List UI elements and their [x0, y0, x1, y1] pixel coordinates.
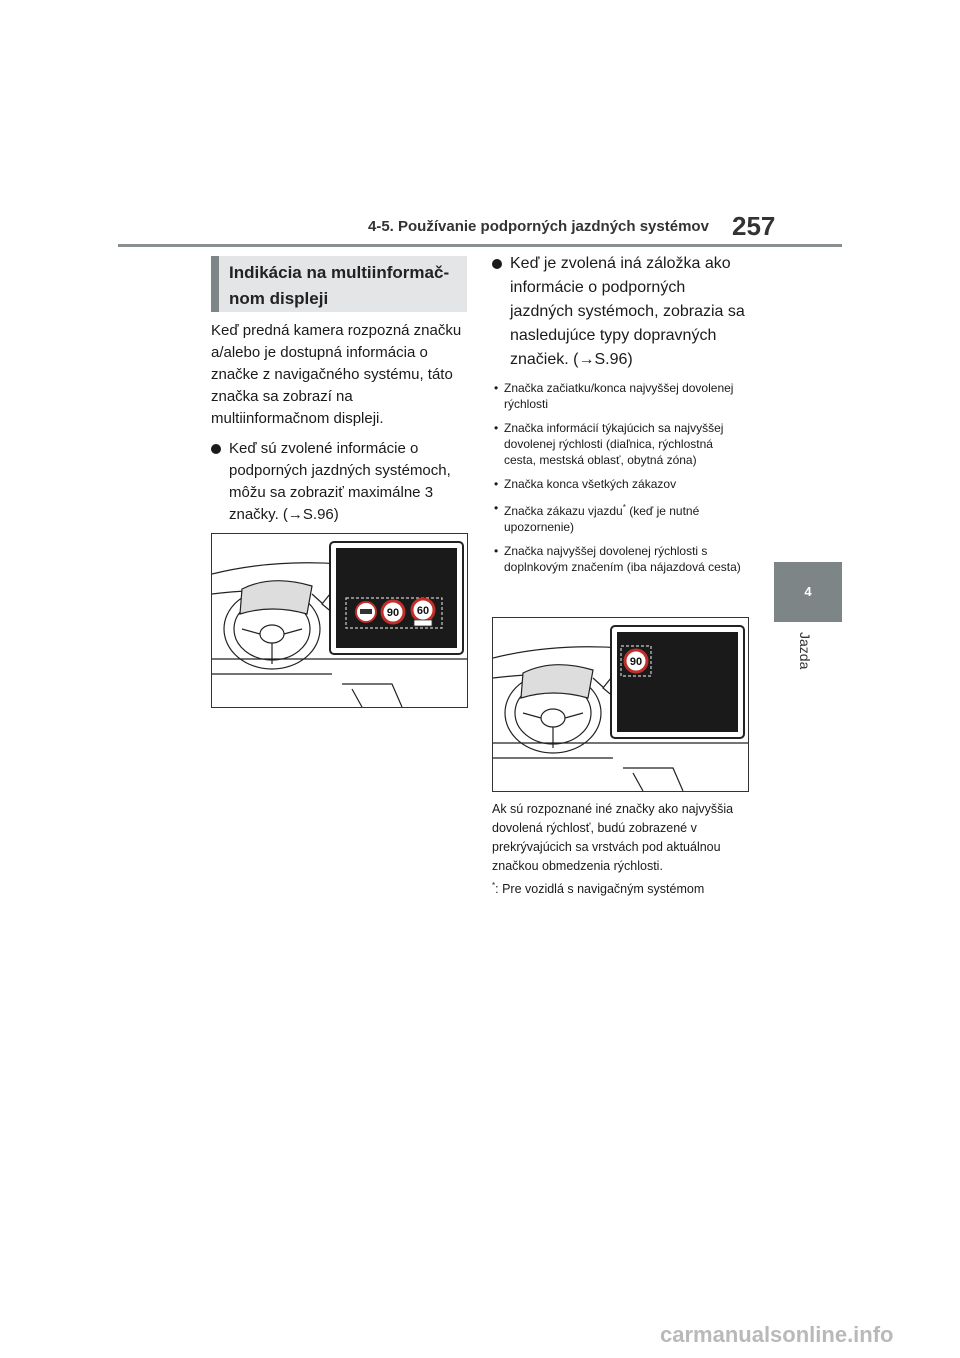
dashboard-drawing	[493, 618, 748, 791]
sign-types-list	[492, 380, 748, 575]
list-item: • Značka konca všetkých zákazov	[494, 477, 677, 491]
bullet-dot-icon	[492, 259, 502, 269]
chapter-tab-label: Jazda	[797, 632, 813, 670]
overlay-note: Ak sú rozpoznané iné značky ako najvyššia dovolená rýchlosť, budú zobrazené v prekrývajúcich sa vrstvách pod aktuálnou značkou obmedzenia rýchlosti.	[492, 802, 734, 873]
list-item: • Značka najvyššej dovolenej rýchlosti s doplnkovým značením (iba nájazdová cesta)	[494, 544, 741, 574]
list-item: • Značka zákazu vjazdu* (keď je nutné upozornenie)	[494, 501, 700, 534]
right-column	[492, 252, 748, 583]
dashboard-drawing	[212, 534, 467, 707]
footnote	[492, 876, 750, 899]
list-item: • Značka informácií týkajúcich sa najvyššej dovolenej rýchlosti (diaľnica, rýchlostná cesta, mestská oblasť, obytná zóna)	[494, 421, 724, 467]
footnote-marker: *	[622, 503, 626, 512]
section-heading: Indikácia na multiinformač-nom displeji	[211, 256, 467, 312]
intro-paragraph: Keď predná kamera rozpozná značku a/alebo je dostupná informácia o značke z navigačného systému, táto značka sa zobrazí na multiinformačnom displeji.	[211, 322, 462, 427]
speed-sign-60: 60	[416, 605, 430, 617]
page-number: 257	[732, 211, 776, 241]
list-item: • Značka začiatku/konca najvyššej dovolenej rýchlosti	[494, 381, 734, 411]
chapter-tab[interactable]: 4	[774, 562, 842, 622]
header-divider	[118, 244, 842, 247]
chapter-title: 4-5. Používanie podporných jazdných systémov	[368, 218, 709, 235]
bullet-dot-icon	[211, 444, 221, 454]
bullet-item	[492, 252, 748, 372]
footnote-asterisk: *	[492, 881, 496, 890]
speed-sign-90: 90	[386, 607, 400, 619]
footnote-text: : Pre vozidlá s navigačným systémom	[495, 882, 705, 897]
left-column	[211, 320, 469, 534]
site-watermark: carmanualsonline.info	[660, 1322, 894, 1347]
dashboard-illustration-one-sign	[492, 617, 749, 792]
speed-sign-90: 90	[629, 656, 643, 668]
bullet-item	[211, 438, 469, 526]
dashboard-illustration-three-signs	[211, 533, 468, 708]
bullet-text: Keď je zvolená iná záložka ako informácie o podporných jazdných systémoch, zobrazia sa nasledujúce typy dopravných značiek. (→S.96)	[510, 255, 745, 368]
bullet-text: Keď sú zvolené informácie o podporných jazdných systémoch, môžu sa zobraziť maximálne 3 značky. (→S.96)	[229, 440, 451, 523]
